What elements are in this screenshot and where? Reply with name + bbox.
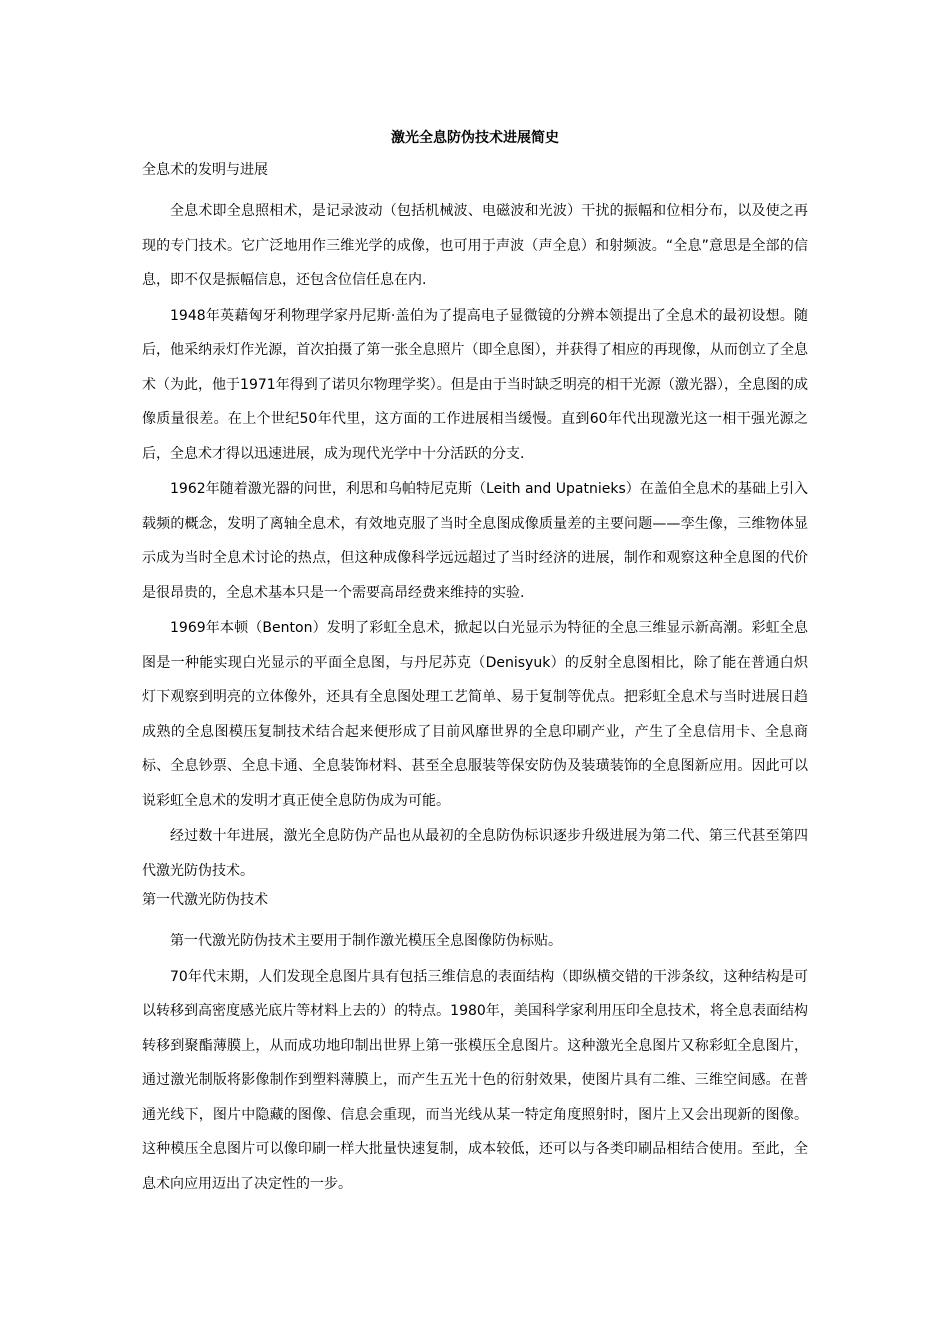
section-heading-holography-invention: 全息术的发明与进展	[142, 162, 268, 178]
paragraph-1948-gabor: 1948年英藉匈牙利物理学家丹尼斯·盖伯为了提高电子显微镜的分辨本领提出了全息术的最初设想。随后，他采纳汞灯作光源，首次拍摄了第一张全息照片（即全息图），并获得了相应的再现像，从而创立了全息术（为此，他于1971年得到了诺贝尔物理学奖）。但是由于当时缺乏明亮的相干光源（激光器），全息图的成像质量很差。在上个世纪50年代里，这方面的工作进展相当缓慢。直到60年代出现激光这一相干强光源之后，全息术才得以迅速进展，成为现代光学中十分活跃的分支.	[142, 307, 808, 462]
section-heading-first-generation: 第一代激光防伪技术	[142, 892, 268, 908]
paragraph-holography-definition: 全息术即全息照相术，是记录波动（包括机械波、电磁波和光波）干扰的振幅和位相分布，以及使之再现的专门技术。它广泛地用作三维光学的成像，也可用于声波（声全息）和射频波。“全息”意思是全部的信息，即不仅是振幅信息，还包含位信任息在内.	[142, 203, 808, 288]
paragraph-1969-benton: 1969年本顿（Benton）发明了彩虹全息术，掀起以白光显示为特征的全息三维显示新高潮。彩虹全息图是一种能实现白光显示的平面全息图，与丹尼苏克（Denisyuk）的反射全息图相比，除了能在普通白炽灯下观察到明亮的立体像外，还具有全息图处理工艺简单、易于复制等优点。把彩虹全息术与当时进展日趋成熟的全息图模压复制技术结合起来便形成了目前风靡世界的全息印刷产业，产生了全息信用卡、全息商标、全息钞票、全息卡通、全息装饰材料、甚至全息服装等保安防伪及装璜装饰的全息图新应用。因此可以说彩虹全息术的发明才真正使全息防伪成为可能。	[142, 620, 808, 809]
paragraph-generations-summary: 经过数十年进展，激光全息防伪产品也从最初的全息防伪标识逐步升级进展为第二代、第三代甚至第四代激光防伪技术。	[142, 828, 808, 879]
document-title: 激光全息防伪技术进展简史	[391, 130, 559, 146]
paragraph-1962-leith-upatnieks: 1962年随着激光器的问世，利思和乌帕特尼克斯（Leith and Upatnieks）在盖伯全息术的基础上引入载频的概念，发明了离轴全息术，有效地克服了当时全息图成像质量差的主要问题——孪生像，三维物体显示成为当时全息术讨论的热点，但这种成像科学远远超过了当时经济的进展，制作和观察这种全息图的代价是很昂贵的，全息术基本只是一个需要高昂经费来维持的实验.	[142, 481, 808, 601]
paragraph-70s-embossed-hologram: 70年代末期，人们发现全息图片具有包括三维信息的表面结构（即纵横交错的干涉条纹，这种结构是可以转移到高密度感光底片等材料上去的）的特点。1980年，美国科学家利用压印全息技术，将全息表面结构转移到聚酯薄膜上，从而成功地印制出世界上第一张模压全息图片。这种激光全息图片又称彩虹全息图片，通过激光制版将影像制作到塑料薄膜上，而产生五光十色的衍射效果，使图片具有二维、三维空间感。在普通光线下，图片中隐藏的图像、信息会重现，而当光线从某一特定角度照射时，图片上又会出现新的图像。这种模压全息图片可以像印刷一样大批量快速复制，成本较低，还可以与各类印刷品相结合使用。至此，全息术向应用迈出了决定性的一步。	[142, 968, 808, 1192]
paragraph-first-generation-use: 第一代激光防伪技术主要用于制作激光模压全息图像防伪标贴。	[170, 933, 562, 949]
document-body	[142, 128, 808, 1202]
